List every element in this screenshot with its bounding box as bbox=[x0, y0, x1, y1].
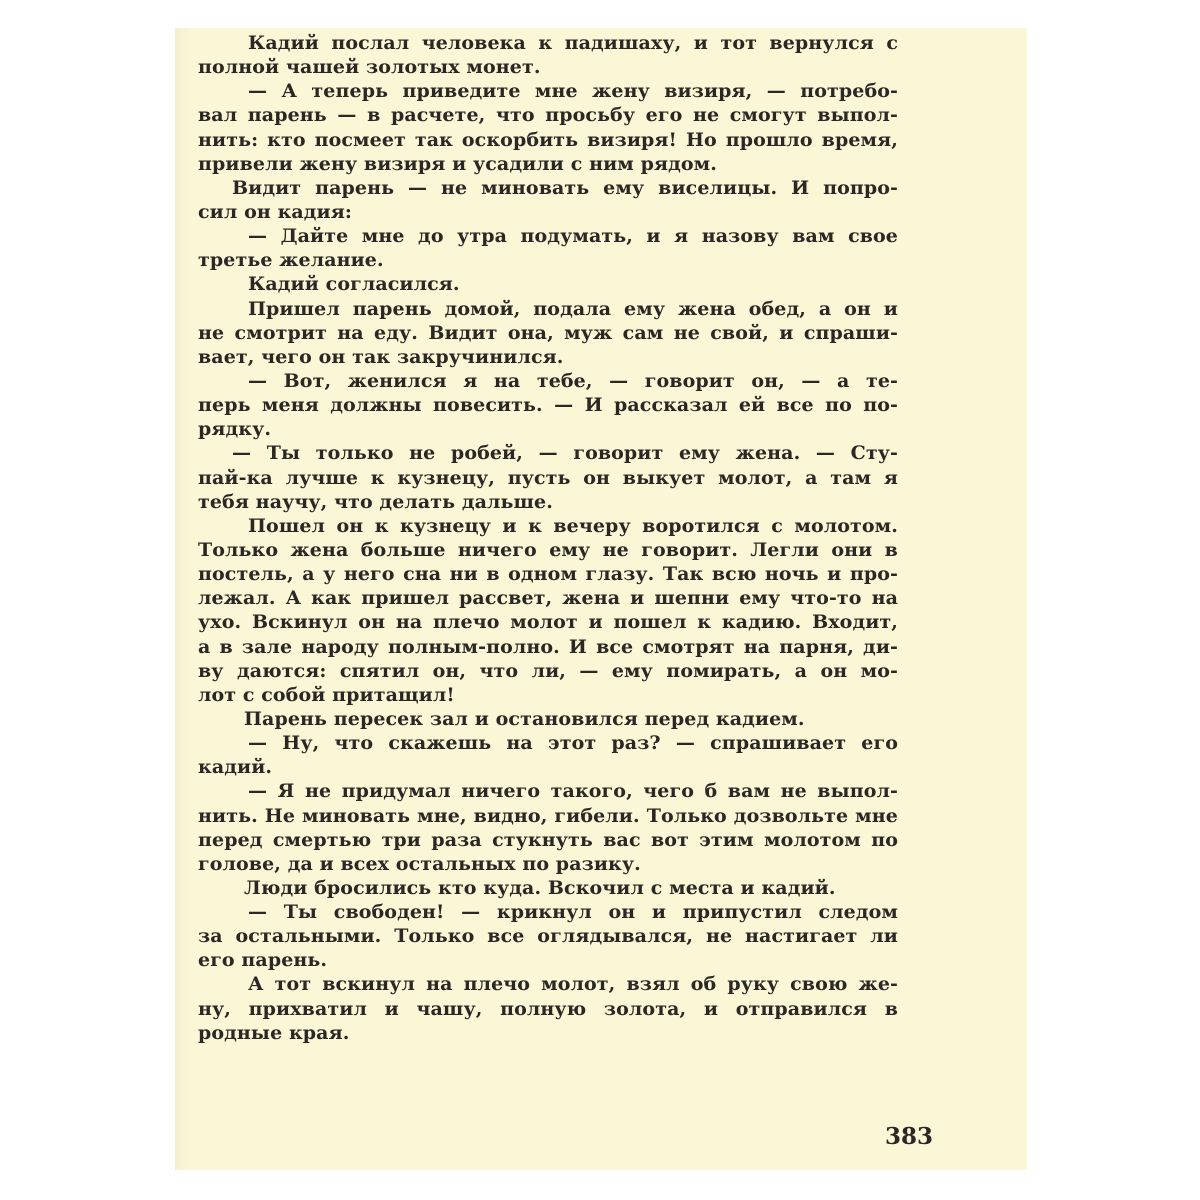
text-line: тебя научу, что делать дальше. bbox=[198, 490, 553, 513]
text-line: Пришел парень домой, подала ему жена обед, а он и bbox=[248, 297, 898, 320]
text-line: пай-ка лучше к кузнецу, пусть он выкует молот, а там я bbox=[198, 466, 898, 489]
text-line: постель, а у него сна ни в одном глазу. Так всю ночь и про- bbox=[198, 563, 898, 586]
text-line: Парень пересек зал и остановился перед кадием. bbox=[244, 707, 805, 730]
text-line: Пошел он к кузнецу и к вечеру воротился с молотом. bbox=[248, 514, 898, 537]
text-line: не смотрит на еду. Видит она, муж сам не свой, и спраши- bbox=[198, 321, 898, 344]
text-line: — Вот, женился я на тебе, — говорит он, — а те- bbox=[248, 369, 898, 392]
text-line: — Ты только не робей, — говорит ему жена. — Сту- bbox=[232, 442, 898, 465]
text-line: А тот вскинул на плечо молот, взял об руку свою же- bbox=[248, 973, 898, 996]
page-text bbox=[198, 31, 898, 1045]
text-line: лот с собой притащил! bbox=[198, 683, 455, 706]
text-line: Только жена больше ничего ему не говорит. Легли они в bbox=[198, 538, 898, 561]
text-line: ву даются: спятил он, что ли, — ему помирать, а он мо- bbox=[198, 659, 898, 682]
text-line: лежал. А как пришел рассвет, жена и шепни ему что-то на bbox=[198, 587, 898, 610]
text-line: полной чашей золотых монет. bbox=[198, 56, 541, 79]
text-line: за остальными. Только все оглядывался, не настигает ли bbox=[198, 925, 898, 948]
text-line: Кадий согласился. bbox=[248, 273, 460, 296]
text-line: привели жену визиря и усадили с ним рядом. bbox=[198, 152, 717, 175]
text-line: — Ну, что скажешь на этот раз? — спрашивает его bbox=[248, 732, 898, 755]
text-line: голове, да и всех остальных по разику. bbox=[198, 852, 641, 875]
text-line: сил он кадия: bbox=[198, 200, 353, 223]
page-number: 383 bbox=[885, 1123, 934, 1150]
text-line: нить: кто посмеет так оскорбить визиря! Но прошло время, bbox=[198, 128, 898, 151]
text-line: нить. Не миновать мне, видно, гибели. Только дозвольте мне bbox=[198, 804, 898, 827]
text-line: — Ты свободен! — крикнул он и припустил следом bbox=[248, 901, 898, 924]
text-line: — Дайте мне до утра подумать, и я назову вам свое bbox=[248, 225, 898, 248]
text-line: Люди бросились кто куда. Вскочил с места и кадий. bbox=[244, 876, 836, 899]
text-line: третье желание. bbox=[198, 249, 384, 272]
text-line: Кадий послал человека к падишаху, и тот вернулся с bbox=[248, 32, 898, 54]
text-line: — Я не придумал ничего такого, чего б вам не выпол- bbox=[248, 780, 898, 803]
text-line: перед смертью три раза стукнуть вас вот этим молотом по bbox=[198, 828, 898, 851]
text-line: вает, чего он так закручинился. bbox=[198, 345, 564, 368]
text-line: рядку. bbox=[198, 418, 272, 441]
text-line: вал парень — в расчете, что просьбу его не смогут выпол- bbox=[198, 104, 898, 127]
text-line: его парень. bbox=[198, 949, 328, 972]
text-line: ухо. Вскинул он на плечо молот и пошел к кадию. Входит, bbox=[198, 611, 898, 634]
text-line: кадий. bbox=[198, 756, 273, 779]
text-line: перь меня должны повесить. — И рассказал ей все по по- bbox=[198, 394, 898, 417]
book-page bbox=[175, 28, 1027, 1170]
text-line: — А теперь приведите мне жену визиря, — потребо- bbox=[248, 80, 898, 103]
text-line: ну, прихватил и чашу, полную золота, и отправился в bbox=[198, 997, 898, 1020]
text-line: родные края. bbox=[198, 1021, 350, 1044]
text-line: а в зале народу полным-полно. И все смотрят на парня, ди- bbox=[198, 635, 898, 658]
text-line: Видит парень — не миновать ему виселицы. И попро- bbox=[232, 176, 898, 199]
